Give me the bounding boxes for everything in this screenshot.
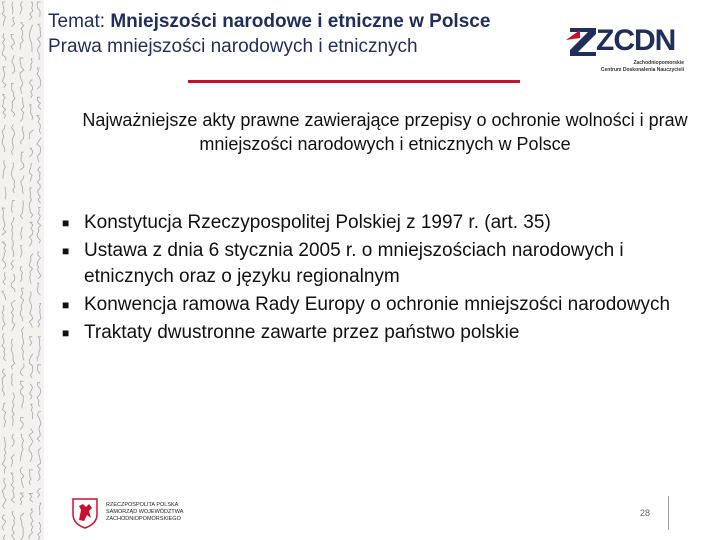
list-item-text: Traktaty dwustronne zawarte przez państwo polskie bbox=[84, 322, 520, 343]
square-bullet-icon: ■ bbox=[62, 216, 70, 230]
footer-caption-line1: RZECZPOSPOLITA POLSKA bbox=[106, 502, 179, 508]
title-block bbox=[48, 10, 588, 60]
voivodeship-caption bbox=[106, 502, 198, 523]
square-bullet-icon: ■ bbox=[62, 326, 70, 340]
voivodeship-logo bbox=[70, 496, 200, 532]
zcdn-logo bbox=[566, 26, 686, 76]
zcdn-caption-line1: Zachodniopomorskie bbox=[633, 60, 684, 66]
page-number: 28 bbox=[640, 508, 651, 518]
list-item-text: Ustawa z dnia 6 stycznia 2005 r. o mniejszościach narodowych i etnicznych oraz o języku regionalnym bbox=[84, 240, 624, 287]
page-subtitle: Prawa mniejszości narodowych i etnicznych bbox=[48, 36, 418, 57]
legal-acts-list bbox=[62, 210, 702, 348]
list-item bbox=[62, 238, 702, 290]
zcdn-logo-mark bbox=[566, 26, 600, 58]
list-item-text: Konwencja ramowa Rady Europy o ochronie mniejszości narodowych bbox=[84, 294, 671, 315]
square-bullet-icon: ■ bbox=[62, 244, 70, 258]
page-number-divider bbox=[668, 496, 669, 530]
zcdn-caption-line2: Centrum Doskonalenia Nauczycieli bbox=[600, 67, 684, 73]
content-heading: Najważniejsze akty prawne zawierające przepisy o ochronie wolności i praw mniejszości narodowych i etnicznych w Polsce bbox=[82, 110, 688, 154]
footer-caption-line2: SAMORZĄD WOJEWÓDZTWA bbox=[106, 509, 184, 515]
list-item bbox=[62, 320, 702, 346]
footer-caption-line3: ZACHODNIOPOMORSKIEGO bbox=[106, 516, 181, 522]
list-item-text: Konstytucja Rzeczypospolitej Polskiej z 1997 r. (art. 35) bbox=[84, 212, 551, 233]
griffin-emblem-icon bbox=[70, 496, 100, 530]
title-underline bbox=[188, 80, 520, 83]
decorative-handwriting-strip bbox=[0, 0, 44, 540]
square-bullet-icon: ■ bbox=[62, 298, 70, 312]
page-title bbox=[48, 10, 588, 34]
list-item bbox=[62, 292, 702, 318]
zcdn-logo-text: ZCDN bbox=[596, 24, 676, 57]
list-item bbox=[62, 210, 702, 236]
title-prefix: Temat: bbox=[48, 11, 111, 32]
title-subject: Mniejszości narodowe i etniczne w Polsce bbox=[110, 11, 491, 32]
zcdn-logo-caption bbox=[572, 60, 684, 74]
